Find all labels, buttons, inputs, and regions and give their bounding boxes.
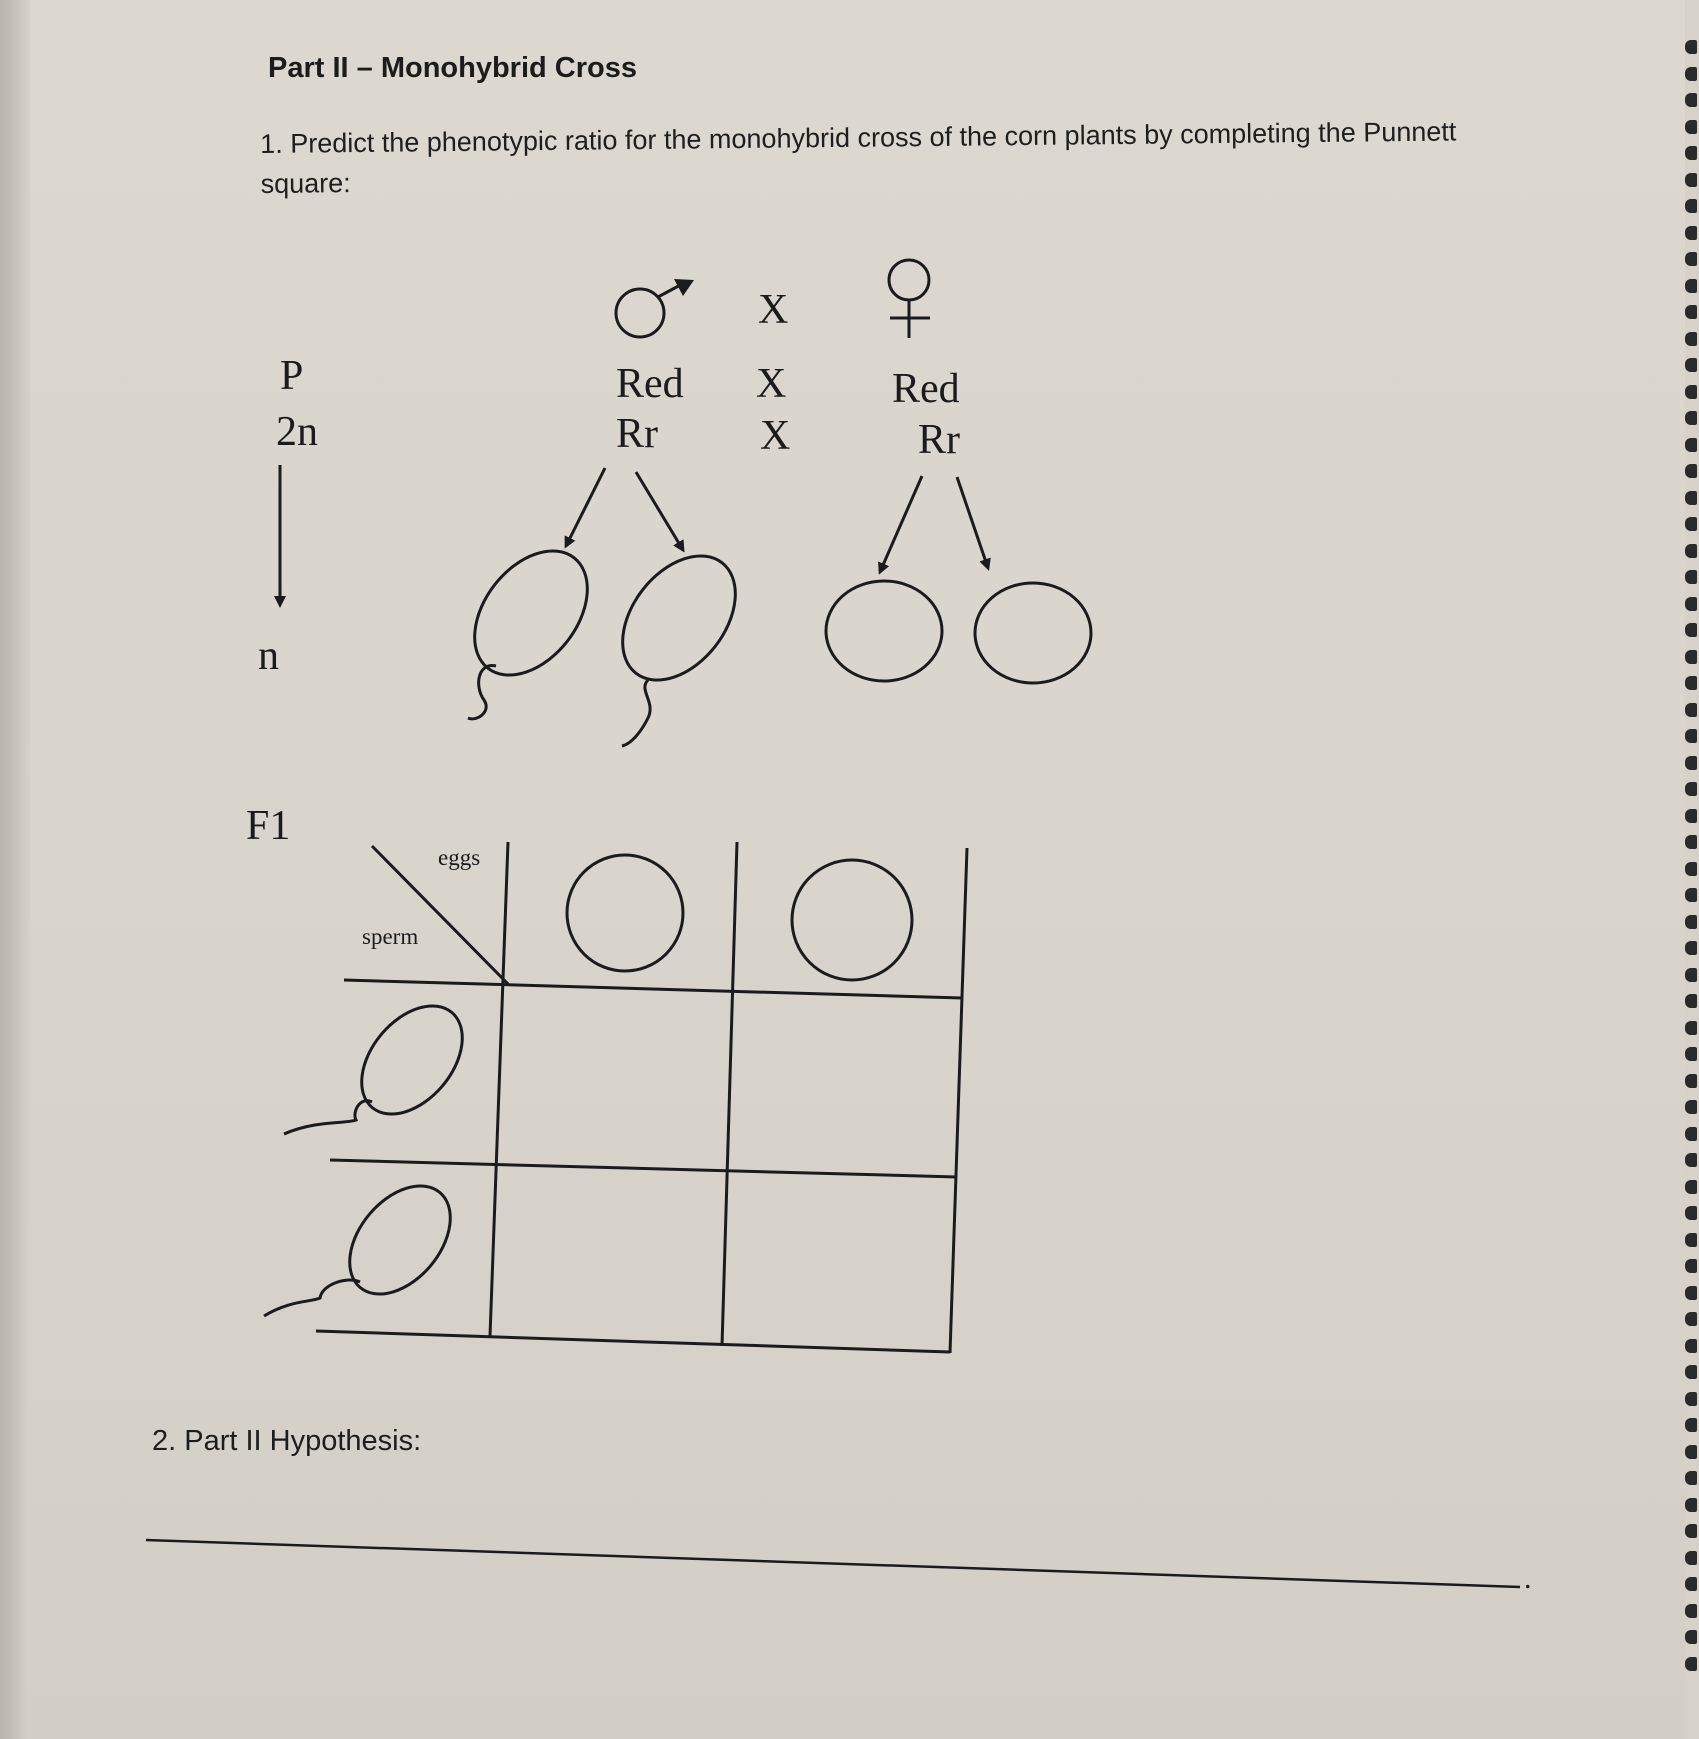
binding-ring <box>1685 1418 1697 1432</box>
binding-ring <box>1685 1180 1697 1194</box>
binding-ring <box>1685 1604 1697 1618</box>
female-genotype: Rr <box>918 417 960 463</box>
binding-ring <box>1685 782 1697 796</box>
male-phenotype: Red <box>616 361 684 407</box>
question-2: 2. Part II Hypothesis: <box>152 1425 422 1457</box>
binding-ring <box>1685 941 1697 955</box>
egg-gamete-1 <box>826 581 942 681</box>
binding-ring <box>1685 597 1697 611</box>
punnett-square-grid <box>316 842 967 1353</box>
eggs-label: eggs <box>438 845 481 870</box>
binding-ring <box>1685 40 1697 54</box>
male-genotype: Rr <box>616 411 658 457</box>
binding-ring <box>1685 1524 1697 1538</box>
binding-ring <box>1685 1047 1697 1061</box>
binding-ring <box>1685 1233 1697 1247</box>
sperm-gamete-2 <box>600 535 759 746</box>
binding-ring <box>1685 93 1697 107</box>
ploidy-2n-label: 2n <box>276 409 318 455</box>
section-heading: Part II – Monohybrid Cross <box>268 52 637 84</box>
punnett-sperm-1 <box>284 987 482 1134</box>
diagonal-divider <box>372 846 508 984</box>
binding-ring <box>1685 146 1697 160</box>
binding-ring <box>1685 438 1697 452</box>
punnett-sperm-2 <box>264 1167 470 1316</box>
female-symbol-icon <box>889 260 930 338</box>
binding-ring <box>1685 358 1697 372</box>
binding-ring <box>1685 226 1697 240</box>
binding-ring <box>1685 676 1697 690</box>
binding-ring <box>1685 544 1697 558</box>
female-arrow-right <box>957 477 988 568</box>
binding-ring <box>1685 1206 1697 1220</box>
binding-ring <box>1685 1074 1697 1088</box>
binding-ring <box>1685 67 1697 81</box>
binding-ring <box>1685 756 1697 770</box>
binding-ring <box>1685 120 1697 134</box>
binding-ring <box>1685 411 1697 425</box>
female-phenotype: Red <box>892 366 960 412</box>
binding-ring <box>1685 173 1697 187</box>
binding-ring <box>1685 1657 1697 1671</box>
binding-ring <box>1685 968 1697 982</box>
binding-ring <box>1685 1630 1697 1644</box>
binding-ring <box>1685 729 1697 743</box>
cross-symbol-phenotype: X <box>756 361 787 407</box>
binding-ring <box>1685 517 1697 531</box>
binding-ring <box>1685 385 1697 399</box>
binding-ring <box>1685 994 1697 1008</box>
sperm-label: sperm <box>362 924 419 949</box>
egg-gamete-2 <box>975 583 1091 683</box>
binding-ring <box>1685 888 1697 902</box>
binding-ring <box>1685 252 1697 266</box>
binding-ring <box>1685 1551 1697 1565</box>
binding-ring <box>1685 279 1697 293</box>
binding-ring <box>1685 1339 1697 1353</box>
binding-ring <box>1685 1100 1697 1114</box>
binding-ring <box>1685 1365 1697 1379</box>
cross-symbol-genotype: X <box>760 413 791 459</box>
punnett-egg-2 <box>792 860 912 980</box>
binding-ring <box>1685 650 1697 664</box>
hypothesis-answer-line <box>146 1540 1520 1587</box>
binding-ring <box>1685 915 1697 929</box>
binding-ring <box>1685 835 1697 849</box>
binding-ring <box>1685 809 1697 823</box>
binding-ring <box>1685 491 1697 505</box>
cross-symbol-top: X <box>758 287 789 333</box>
ploidy-n-label: n <box>258 633 279 679</box>
binding-ring <box>1685 1312 1697 1326</box>
binding-ring <box>1685 305 1697 319</box>
binding-ring <box>1685 623 1697 637</box>
spiral-binding <box>1683 40 1699 1690</box>
female-arrow-left <box>880 476 922 572</box>
male-symbol-icon <box>616 279 694 337</box>
binding-ring <box>1685 1021 1697 1035</box>
question-1: 1. Predict the phenotypic ratio for the monohybrid cross of the corn plants by completing the Punnett square: <box>260 116 1457 199</box>
binding-ring <box>1685 1498 1697 1512</box>
binding-ring <box>1685 1286 1697 1300</box>
male-arrow-right <box>636 472 683 550</box>
binding-ring <box>1685 1445 1697 1459</box>
binding-ring <box>1685 1471 1697 1485</box>
binding-ring <box>1685 1577 1697 1591</box>
binding-ring <box>1685 1153 1697 1167</box>
male-arrow-left <box>566 468 605 546</box>
binding-ring <box>1685 703 1697 717</box>
binding-ring <box>1685 464 1697 478</box>
binding-ring <box>1685 332 1697 346</box>
generation-f1-label: F1 <box>246 803 291 849</box>
answer-line-period: . <box>1524 1562 1532 1595</box>
binding-ring <box>1685 1127 1697 1141</box>
sperm-gamete-1 <box>452 530 611 719</box>
punnett-egg-1 <box>567 855 683 971</box>
binding-ring <box>1685 570 1697 584</box>
binding-ring <box>1685 199 1697 213</box>
generation-p-label: P <box>280 353 304 399</box>
binding-ring <box>1685 862 1697 876</box>
binding-ring <box>1685 1392 1697 1406</box>
binding-ring <box>1685 1259 1697 1273</box>
